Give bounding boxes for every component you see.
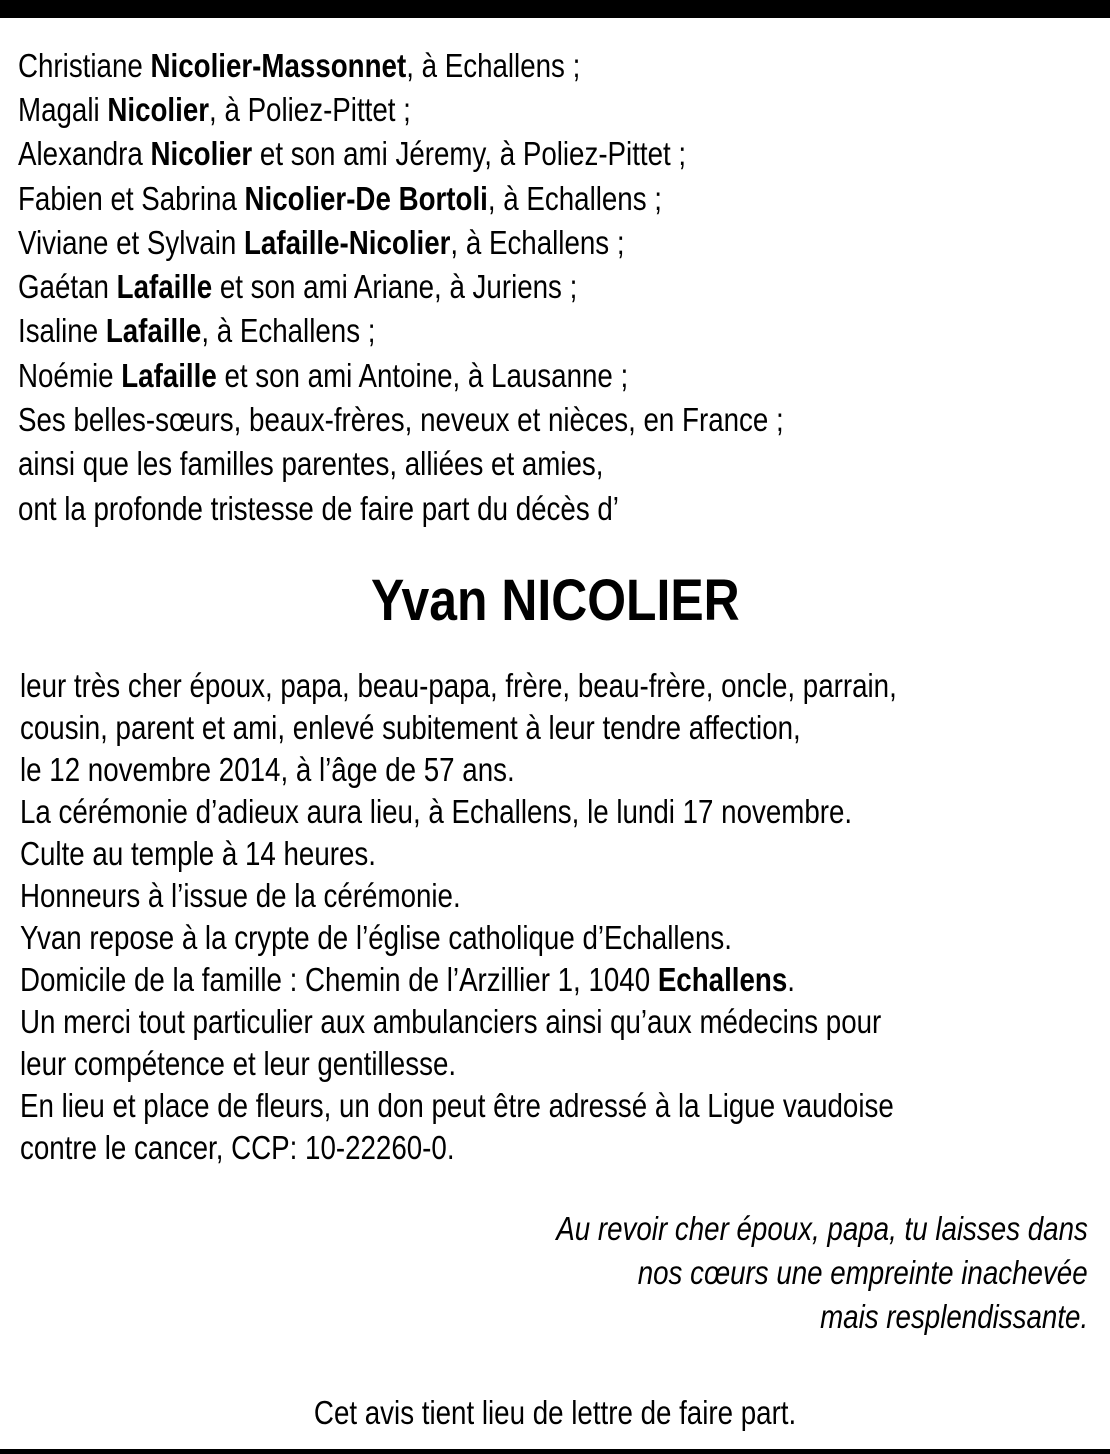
family-surname: Lafaille-Nicolier	[243, 224, 451, 261]
bottom-border-rule	[0, 1449, 1110, 1454]
family-line: Magali Nicolier, à Poliez-Pittet ;	[18, 91, 411, 128]
body-line: Honneurs à l’issue de la cérémonie.	[20, 877, 461, 914]
family-line: Gaétan Lafaille et son ami Ariane, à Juriens ;	[18, 268, 578, 305]
body-line: cousin, parent et ami, enlevé subitement à leur tendre affection,	[20, 709, 801, 746]
body-line: le 12 novembre 2014, à l’âge de 57 ans.	[20, 751, 515, 788]
family-line: Fabien et Sabrina Nicolier-De Bortoli, à Echallens ;	[18, 180, 662, 217]
body-line: Culte au temple à 14 heures.	[20, 835, 376, 872]
body-line: leur compétence et leur gentillesse.	[20, 1045, 457, 1082]
family-surname: Lafaille	[121, 357, 217, 394]
family-surname: Nicolier	[107, 91, 210, 128]
deceased-name: Yvan NICOLIER	[370, 568, 740, 633]
body-line: leur très cher époux, papa, beau-papa, frère, beau-frère, oncle, parrain,	[20, 667, 897, 704]
announcement-line: ont la profonde tristesse de faire part du décès d’	[18, 490, 619, 527]
closing-statement: Cet avis tient lieu de lettre de faire part.	[313, 1394, 797, 1431]
body-line: contre le cancer, CCP: 10-22260-0.	[20, 1129, 455, 1166]
top-border-rule	[0, 0, 1110, 18]
family-surname: Nicolier-De Bortoli	[244, 180, 488, 217]
body-line: En lieu et place de fleurs, un don peut être adressé à la Ligue vaudoise	[20, 1087, 894, 1124]
family-surname: Lafaille	[105, 312, 202, 349]
family-line: Viviane et Sylvain Lafaille-Nicolier, à Echallens ;	[18, 224, 625, 261]
family-surname: Nicolier-Massonnet	[150, 47, 407, 84]
body-line: La cérémonie d’adieux aura lieu, à Echallens, le lundi 17 novembre.	[20, 793, 853, 830]
address-town: Echallens	[657, 961, 788, 998]
family-line: Alexandra Nicolier et son ami Jéremy, à Poliez-Pittet ;	[18, 135, 687, 172]
family-line: Ses belles-sœurs, beaux-frères, neveux et nièces, en France ;	[18, 401, 784, 438]
family-line: Christiane Nicolier-Massonnet, à Echallens ;	[18, 47, 581, 84]
quote-line: mais resplendissante.	[819, 1298, 1088, 1335]
quote-line: nos cœurs une empreinte inachevée	[638, 1254, 1088, 1291]
family-line: Noémie Lafaille et son ami Antoine, à Lausanne ;	[18, 357, 629, 394]
family-line: Isaline Lafaille, à Echallens ;	[18, 312, 376, 349]
family-surname: Lafaille	[116, 268, 213, 305]
address-line: Domicile de la famille : Chemin de l’Arzillier 1, 1040 Echallens.	[20, 961, 795, 998]
quote-line: Au revoir cher époux, papa, tu laisses dans	[556, 1210, 1088, 1247]
body-line: Un merci tout particulier aux ambulanciers ainsi qu’aux médecins pour	[20, 1003, 882, 1040]
family-line: ainsi que les familles parentes, alliées et amies,	[18, 445, 604, 482]
family-surname: Nicolier	[150, 135, 253, 172]
body-line: Yvan repose à la crypte de l’église catholique d’Echallens.	[20, 919, 732, 956]
